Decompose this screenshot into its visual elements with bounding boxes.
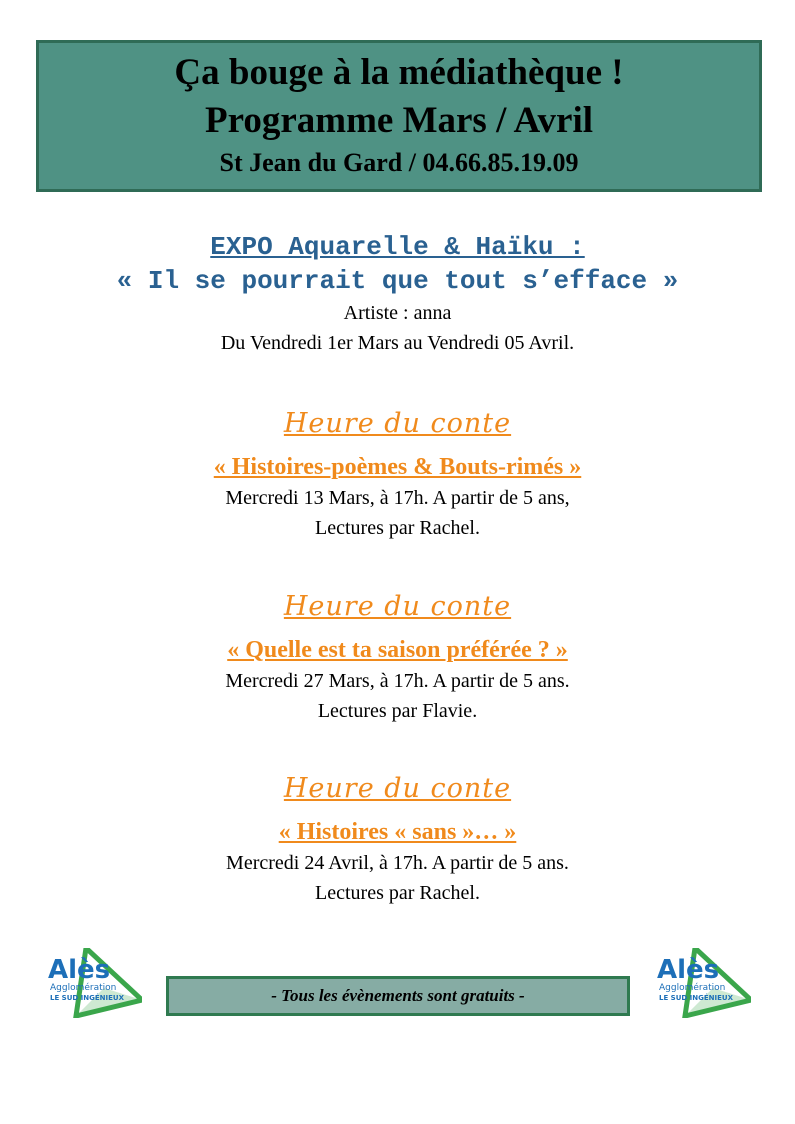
event-date: Mercredi 13 Mars, à 17h. A partir de 5 ans, (225, 487, 570, 509)
event-reader: Lectures par Flavie. (317, 700, 478, 722)
ales-agglomeration-logo-left (46, 948, 142, 1018)
free-events-banner (166, 976, 630, 1016)
event-heading: Heure du conte (283, 773, 512, 804)
expo-section (0, 230, 795, 358)
page-title: Ça bouge à la médiathèque ! (174, 52, 624, 93)
event-2 (0, 589, 795, 726)
event-date: Mercredi 27 Mars, à 17h. A partir de 5 ans. (225, 670, 570, 692)
expo-dates: Du Vendredi 1er Mars au Vendredi 05 Avril. (220, 332, 575, 354)
event-3 (0, 771, 795, 908)
event-title: « Histoires-poèmes & Bouts-rimés » (213, 454, 582, 480)
program-subtitle: Programme Mars / Avril (204, 100, 594, 141)
event-title: « Quelle est ta saison préférée ? » (227, 637, 568, 663)
svg-text:LE SUD INGÉNIEUX: LE SUD INGÉNIEUX (659, 994, 733, 1002)
expo-title: EXPO Aquarelle & Haïku : (210, 232, 585, 262)
svg-text:Alès: Alès (657, 955, 720, 985)
event-date: Mercredi 24 Avril, à 17h. A partir de 5 ans. (226, 852, 569, 874)
header-banner (36, 40, 762, 192)
location-phone: St Jean du Gard / 04.66.85.19.09 (219, 148, 579, 177)
svg-text:Agglomération: Agglomération (659, 983, 726, 993)
event-heading: Heure du conte (283, 591, 512, 622)
event-reader: Lectures par Rachel. (315, 517, 480, 539)
svg-text:Alès: Alès (48, 955, 111, 985)
ales-agglomeration-logo-right (655, 948, 751, 1018)
event-title: « Histoires « sans »… » (278, 819, 517, 845)
event-1 (0, 406, 795, 543)
expo-subtitle: « Il se pourrait que tout s’efface » (116, 266, 679, 296)
event-heading: Heure du conte (283, 408, 512, 439)
footer-text: - Tous les évènements sont gratuits - (271, 986, 525, 1005)
svg-text:LE SUD INGÉNIEUX: LE SUD INGÉNIEUX (50, 994, 124, 1002)
svg-text:Agglomération: Agglomération (50, 983, 117, 993)
expo-artist: Artiste : anna (343, 302, 452, 324)
event-reader: Lectures par Rachel. (315, 882, 480, 904)
